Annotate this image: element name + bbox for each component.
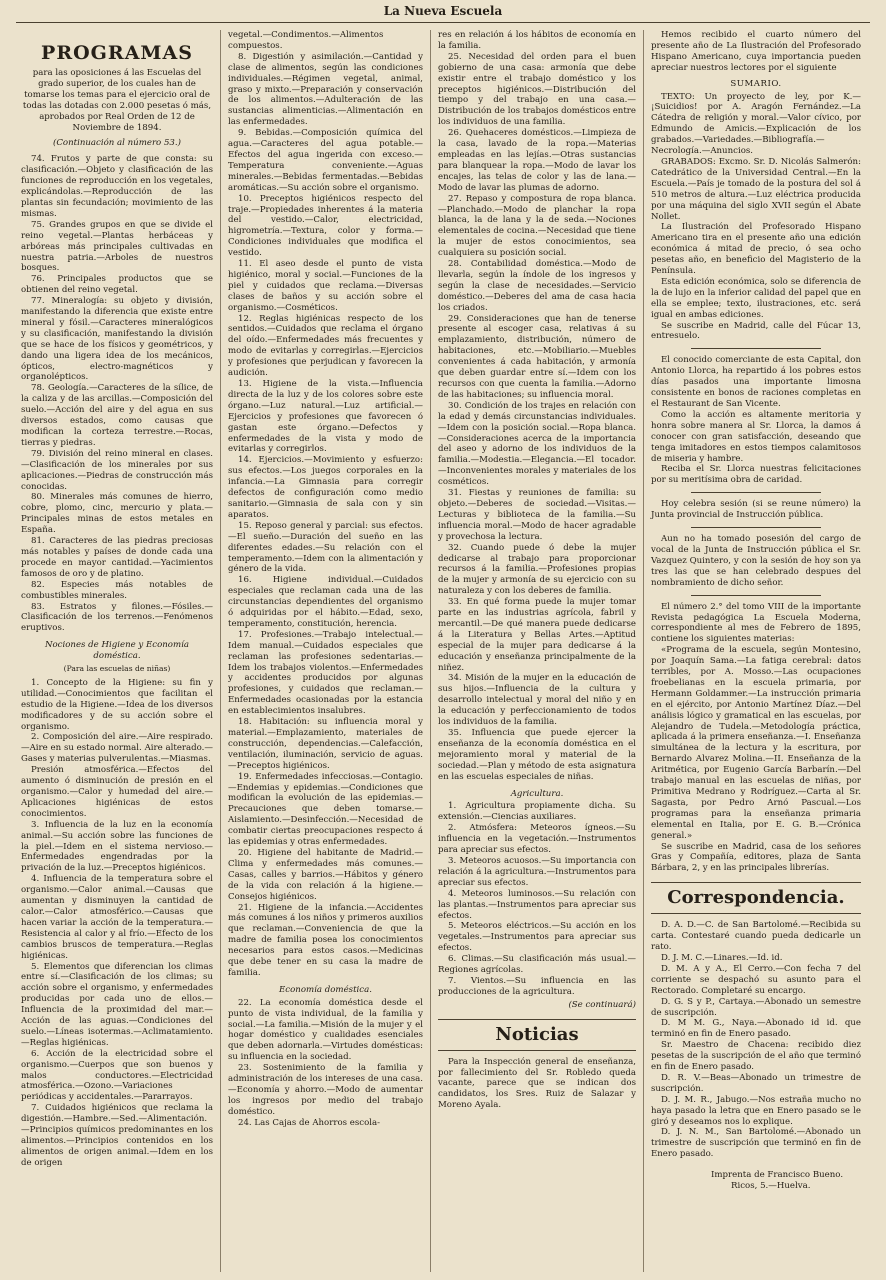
paragraph: 33. En qué forma puede la mujer tomar parte en las industrias agrícola, fabril y mercantil.—De qué manera puede dedicarse á la Literatura y Bellas Artes.—Aptitud especial de la mujer para dedicarse á la educación y enseñanza principalmente de la niñez. bbox=[438, 597, 636, 673]
paragraph: Aun no ha tomado posesión del cargo de vocal de la Junta de Instrucción pública el Sr. Vazquez Quintero, y con la sesión de hoy son ya tres las que se han celebrado despues del nombramiento de dicho señor. bbox=[651, 534, 861, 588]
paragraph: Presión atmosférica.—Efectos del aumento ó disminución de presión en el organismo.—Calor y humedad del aire.—Aplicaciones higiénicas de estos conocimientos. bbox=[21, 765, 213, 819]
paragraph: D. J. N. M., San Bartolomé.—Abonado un trimestre de suscripción que terminó en fin de Enero pasado. bbox=[651, 1127, 861, 1160]
divider bbox=[691, 348, 821, 349]
paragraph: Para la Inspección general de enseñanza, por fallecimiento del Sr. Robledo queda vacante, parece que se indican dos candidatos, los Sres. Ruiz de Salazar y Moreno Ayala. bbox=[438, 1056, 636, 1111]
paragraph: 11. El aseo desde el punto de vista higiénico, moral y social.—Funciones de la piel y cuidados que reclama.—Diversas clases de baños y su acción sobre el organismo.—Cosméticos. bbox=[228, 259, 423, 313]
paragraph: 20. Higiene del habitante de Madrid.—Clima y enfermedades más comunes.—Casas, calles y barrios.—Hábitos y género de la vida con relación á la higiene.—Consejos higiénicos. bbox=[228, 847, 423, 902]
paragraph: 3. Influencia de la luz en la economía animal.—Su acción sobre las funciones de la piel.—Idem en el sistema nervioso.—Enfermedades engendradas por la privación de la luz.—Preceptos higiénicos. bbox=[21, 819, 213, 874]
paragraph: El conocido comerciante de esta Capital, don Antonio Llorca, ha repartido á los pobres estos días pasados una importante limosna consistente en bonos de raciones completas en el Restaurant de San Vicente. bbox=[651, 355, 861, 409]
paragraph: 28. Contabilidad doméstica.—Modo de llevarla, según la índole de los ingresos y según la clase de necesidades.—Servicio doméstico.—Deberes del ama de casa hacia los criados. bbox=[438, 259, 636, 313]
paragraph: 1. Concepto de la Higiene: su fin y utilidad.—Conocimientos que facilitan el estudio de la Higiene.—Idea de los diversos modificadores y de su acción sobre el organismo. bbox=[21, 677, 213, 732]
paragraph: 13. Higiene de la vista.—Influencia directa de la luz y de los colores sobre este órgano.—Luz natural.—Luz artificial.—Ejercicios y profesiones que favorecen ó gastan este órgano.—Defectos y enfermedades de la vista y modo de evitarlas y corregirlos. bbox=[228, 379, 423, 455]
paragraph: 32. Cuando puede ó debe la mujer dedicarse al trabajo para proporcionar recursos á la familia.—Profesiones propias de la mujer y armonía de su ejercicio con su naturaleza y con los deberes de familia. bbox=[438, 542, 636, 597]
printer-name: Imprenta de Francisco Bueno. bbox=[711, 1170, 844, 1181]
paragraph: D. A. D.—C. de San Bartolomé.—Recibida su carta. Contestaré cuando pueda dedicarle un rato. bbox=[651, 920, 861, 953]
section-heading: Economía doméstica. bbox=[279, 984, 372, 995]
paragraph: 29. Consideraciones que han de tenerse presente al escoger casa, relativas á su emplazamiento, distribución, número de habitaciones, etc.—Mobiliario.—Muebles convenientes á cada habitación, y armonía que deben guardar entre sí.—Idem con los recursos con que cuenta la familia.—Adorno de las habitaciones; su influencia moral. bbox=[438, 313, 636, 400]
paragraph: 7. Vientos.—Su influencia en las producciones de la agricultura. bbox=[438, 975, 636, 997]
paragraph: Hemos recibido el cuarto número del presente año de La Ilustración del Profesorado Hispano Americano, cuya importancia pueden apreciar nuestros lectores por el siguiente bbox=[651, 30, 861, 73]
paragraph: D. M. A y A., El Cerro.—Con fecha 7 del corriente se despachó su asunto para el Rectorado. Completaré su encargo. bbox=[651, 963, 861, 996]
paragraph: 74. Frutos y parte de que consta: su clasificación.—Objeto y clasificación de las funciones de reproducción en los vegetales, explicándolas.—Reproducción de las plantas sin fecundación; movimiento de las mismas. bbox=[21, 154, 213, 219]
paragraph: 16. Higiene individual.—Cuidados especiales que reclaman cada una de las circunstancias dependientes del organismo ó adquiridas por el hábito.—Edad, sexo, temperamento, constitución, herencia. bbox=[228, 575, 423, 629]
divider bbox=[691, 492, 821, 493]
paragraph: 15. Reposo general y parcial: sus efectos.—El sueño.—Duración del sueño en las diferentes edades.—Su relación con el temperamento.—Idem con la alimentación y género de la vida. bbox=[228, 520, 423, 575]
paragraph: 25. Necesidad del orden para el buen gobierno de una casa: armonía que debe existir entre el trabajo doméstico y los preceptos higiénicos.—Distribución del tiempo y del trabajo en una casa.—Distribución de los trabajos domésticos entre los individuos de una familia. bbox=[438, 51, 636, 128]
paragraph: 19. Enfermedades infecciosas.—Contagio.—Endemias y epidemias.—Condiciones que modifican la evolución de las epidemias.—Precauciones que deben tomarse.—Aislamiento.—Desinfección.—Necesidad de combatir ciertas preocupaciones respecto á las epidemias y otras enfermedades. bbox=[228, 771, 423, 848]
column-1 bbox=[14, 30, 220, 1272]
paragraph: 78. Geología.—Caracteres de la sílice, de la caliza y de las arcillas.—Composición del suelo.—Acción del aire y del agua en sus diversos estados, como causas que modifican la corteza terrestre.—Rocas, tierras y piedras. bbox=[21, 383, 213, 448]
column-3 bbox=[430, 30, 643, 1272]
paragraph: D. G. S y P., Cartaya.—Abonado un semestre de suscripción. bbox=[651, 996, 861, 1018]
programas-intro: para las oposiciones á las Escuelas del grado superior, de los cuales han de tomarse los temas para el ejercicio oral de todas las dotadas con 2.000 pesetas ó más, aprobados por Real Orden de 12 de Noviembre de 1894. bbox=[22, 68, 212, 133]
paragraph: 5. Elementos que diferencian los climas entre sí.—Clasificación de los climas; su acción sobre el organismo, y enfermedades producidas por cada uno de ellos.—Influencia de la proximidad del mar.—Acción de las aguas.—Condiciones del suelo.—Líneas isotermas.—Aclimatamiento.—Reglas higiénicas. bbox=[21, 961, 213, 1048]
paragraph: 80. Minerales más comunes de hierro, cobre, plomo, cinc, mercurio y plata.—Principales minas de estos metales en España. bbox=[21, 492, 213, 536]
paragraph: «Programa de la escuela, según Montesino, por Joaquín Sama.—La fatiga cerebral: datos terribles, por A. Mosso.—Las ocupaciones froebelianas en la escuela primaria, por Hermann Goldammer.—La instrucción primaria en el ejército, por Antonio Martínez Díaz.—Del análisis lógico y gramatical en las escuelas, por Alejandro de Tudela.—Metodología práctica, aplicada á la primera enseñanza.—I. Enseñanza simultánea de la lectura y la escritura, por Bernardo Alvarez Molina.—II. Enseñanza de la Aritmética, por Eugenio García Barbarín.—Del trabajo manual en las escuelas de niñas, por Primitiva Medrano y Rodríguez.—Carta al Sr. Sagasta, por Pedro Arnó Pascual.—Los programas para la enseñanza primaria elemental en Italia, por E. G. B.—Crónica general.» bbox=[651, 645, 861, 841]
sumario-heading: SUMARIO. bbox=[730, 78, 782, 89]
paragraph: 7. Cuidados higiénicos que reclama la digestión.—Hambre.—Sed.—Alimentación.—Principios químicos predominantes en los alimentos.—Principios contenidos en los alimentos de origen animal.—Idem en los de origen bbox=[21, 1103, 213, 1168]
paragraph: 31. Fiestas y reuniones de familia: su objeto.—Deberes de sociedad.—Visitas.—Lecturas y biblioteca de la familia.—Su influencia moral.—Modo de hacer agradable y provechosa la lectura. bbox=[438, 488, 636, 542]
programas-title: PROGRAMAS bbox=[41, 42, 193, 64]
continuation-note: (Continuación al número 53.) bbox=[53, 138, 181, 149]
paragraph: 76. Principales productos que se obtienen del reino vegetal. bbox=[21, 274, 213, 296]
paragraph: La Ilustración del Profesorado Hispano Americano tira en el presente año una edición económica á mitad de precio, ó sea ocho pesetas año, en beneficio del Magisterio de la Península. bbox=[651, 222, 861, 277]
paragraph: D. M M. G., Naya.—Abonado id id. que terminó en fin de Enero pasado. bbox=[651, 1018, 861, 1040]
paragraph: D. R. V.—Beas—Abonado un trimestre de suscripción. bbox=[651, 1072, 861, 1094]
paragraph: GRABADOS: Excmo. Sr. D. Nicolás Salmerón: Catedrático de la Universidad Central.—En la Escuela.—País je tomado de la postura del sol á 510 metros de altura.—Luz eléctrica producida por una máquina del siglo XVII según el Abate Nollet. bbox=[651, 156, 861, 222]
paragraph: 23. Sostenimiento de la familia y administración de los intereses de una casa.—Economía y ahorro.—Modo de aumentar los ingresos por medio del trabajo doméstico. bbox=[228, 1063, 423, 1117]
paragraph: 26. Quehaceres domésticos.—Limpieza de la casa, lavado de la ropa.—Materias empleadas en las lejías.—Otras sustancias para blanquear la ropa.—Modo de lavar los encajes, las telas de color y las de lana.—Modo de lavar las plumas de adorno. bbox=[438, 128, 636, 193]
masthead: La Nueva Escuela bbox=[16, 0, 870, 23]
paragraph: 35. Influencia que puede ejercer la enseñanza de la economía doméstica en el mejoramiento moral y material de la sociedad.—Plan y método de esta asignatura en las escuelas especiales de niñas. bbox=[438, 728, 636, 782]
paragraph: 14. Ejercicios.—Movimiento y esfuerzo: sus efectos.—Los juegos corporales en la infancia.—La Gimnasia para corregir defectos de configuración como medio sanitario.—Gimnasia de sala con y sin aparatos. bbox=[228, 455, 423, 520]
paragraph: 82. Especies más notables de combustibles minerales. bbox=[21, 579, 213, 601]
paragraph: 24. Las Cajas de Ahorros escola- bbox=[238, 1117, 381, 1128]
paragraph: Sr. Maestro de Chacena: recibido diez pesetas de la suscripción de el año que terminó en fin de Enero pasado. bbox=[651, 1040, 861, 1073]
paragraph: El número 2.° del tomo VIII de la importante Revista pedagógica La Escuela Moderna, correspondiente al mes de Febrero de 1895, contiene los siguientes materias: bbox=[651, 601, 861, 645]
paragraph: 17. Profesiones.—Trabajo intelectual.—Idem manual.—Cuidados especiales que reclaman las profesiones sedentarias.—Idem los trabajos violentos.—Enfermedades y accidentes producidos por algunas profesiones, y cuidados que reclaman.—Enfermedades ocasionadas por la estancia en establecimientos insalubres. bbox=[228, 629, 423, 717]
paragraph: Esta edición económica, solo se diferencia de la de lujo en la inferior calidad del papel que en ella se emplee; texto, ilustraciones, etc. será igual en ambas ediciones. bbox=[651, 276, 861, 320]
paragraph: 12. Reglas higiénicas respecto de los sentidos.—Cuidados que reclama el órgano del oído.—Enfermedades más frecuentes y modo de evitarlas y corregirlas.—Ejercicios y profesiones que perjudican y favorecen la audición. bbox=[228, 313, 423, 379]
paragraph: Como la acción es altamente meritoria y honra sobre manera al Sr. Llorca, la damos á conocer con gran satisfacción, deseando que tenga imitadores en estos tiempos calamitosos de miseria y hambre. bbox=[651, 409, 861, 464]
paragraph: 2. Composición del aire.—Aire respirado.—Aire en su estado normal. Aire alterado.—Gases y materias pulverulentas.—Miasmas. bbox=[21, 732, 213, 765]
paragraph: 10. Preceptos higiénicos respecto del traje.—Propiedades inherentes á la materia del vestido.—Calor, electricidad, higrometría.—Textura, color y forma.—Condiciones individuales que modifica el vestido. bbox=[228, 193, 423, 259]
paragraph: 34. Misión de la mujer en la educación de sus hijos.—Influencia de la cultura y desarrollo intelectual y moral del niño y en la educación y perfeccionamiento de todos los individuos de la familia. bbox=[438, 673, 636, 728]
paragraph: 5. Meteoros eléctricos.—Su acción en los vegetales.—Instrumentos para apreciar sus efectos. bbox=[438, 921, 636, 954]
paragraph: 30. Condición de los trajes en relación con la edad y demás circunstancias individuales.—Idem con la posición social.—Ropa blanca.—Consideraciones acerca de la importancia del aseo y adorno de los individuos de la familia.—Modestia.—Elegancia.—El tocador.—Inconvenientes morales y materiales de los cosméticos. bbox=[438, 400, 636, 488]
paragraph: Se suscribe en Madrid, casa de los señores Gras y Compañía, editores, plaza de Santa Bárbara, 2, y en las principales librerías. bbox=[651, 841, 861, 874]
column-4 bbox=[643, 30, 868, 1272]
correspondencia-heading: Correspondencia. bbox=[651, 882, 861, 914]
paragraph: 3. Meteoros acuosos.—Su importancia con relación á la agricultura.—Instrumentos para apreciar sus efectos. bbox=[438, 855, 636, 888]
paragraph: 83. Estratos y filones.—Fósiles.—Clasificación de los terrenos.—Fenómenos eruptivos. bbox=[21, 601, 213, 634]
paragraph: TEXTO: Un proyecto de ley, por K.—¡Suicidios! por A. Aragón Fernández.—La Cátedra de religión y moral.—Valor cívico, por Edmundo de Amicis.—Explicación de los grabados.—Variedades.—Bibliografía.—Necrología.—Anuncios. bbox=[651, 91, 861, 157]
paragraph: D. J. M. R., Jabugo.—Nos estraña mucho no haya pasado la letra que en Enero pasado se le giró y deseamos nos lo explique. bbox=[651, 1094, 861, 1127]
paragraph: 27. Repaso y compostura de ropa blanca.—Planchado.—Modo de planchar la ropa blanca, la de lana y la de seda.—Nociones elementales de cocina.—Necesidad que tiene la mujer de estos conocimientos, sea cualquiera su posición social. bbox=[438, 193, 636, 259]
paragraph: 81. Caracteres de las piedras preciosas más notables y países de donde cada una procede en mayor cantidad.—Yacimientos famosos de oro y de platino. bbox=[21, 536, 213, 579]
column-2 bbox=[220, 30, 430, 1272]
printer-address: Ricos, 5.—Huelva. bbox=[731, 1181, 811, 1192]
paragraph: Hoy celebra sesión (si se reune número) la Junta provincial de Instrucción pública. bbox=[651, 499, 861, 521]
paragraph: 6. Acción de la electricidad sobre el organismo.—Cuerpos que son buenos y malos conductores.—Electricidad atmosférica.—Ozono.—Variaciones periódicas y accidentales.—Pararrayos. bbox=[21, 1048, 213, 1103]
paragraph: 4. Influencia de la temperatura sobre el organismo.—Calor animal.—Causas que aumentan y disminuyen la cantidad de calor.—Calor atmosférico.—Causas que hacen variar la acción de la temperatura.—Resistencia al calor y al frío.—Efecto de los cambios bruscos de temperatura.—Reglas higiénicas. bbox=[21, 874, 213, 961]
continuation-note: (Se continuará) bbox=[568, 999, 636, 1010]
section-heading: Agricultura. bbox=[510, 788, 564, 799]
paragraph: vegetal.—Condimentos.—Alimentos compuestos. bbox=[228, 30, 384, 51]
columns bbox=[14, 30, 876, 1272]
noticias-heading: Noticias bbox=[438, 1019, 636, 1051]
section-heading: Nociones de Higiene y Economía doméstica. bbox=[44, 640, 190, 662]
paragraph: 8. Digestión y asimilación.—Cantidad y clase de alimentos, según las condiciones individuales.—Régimen vegetal, animal, graso y mixto.—Preparación y conservación de los alimentos.—Adulteración de las sustancias alimenticias.—Alimentación en las enfermedades. bbox=[228, 51, 423, 128]
paragraph: 4. Meteoros luminosos.—Su relación con las plantas.—Instrumentos para apreciar sus efectos. bbox=[438, 888, 636, 921]
paragraph: Reciba el Sr. Llorca nuestras felicitaciones por su meritísima obra de caridad. bbox=[651, 464, 861, 486]
paragraph: 22. La economía doméstica desde el punto de vista individual, de la familia y social.—La familia.—Misión de la mujer y el hogar doméstico y cualidades esenciales que deben adornarla.—Virtudes domésticas: su influencia en la sociedad. bbox=[228, 997, 423, 1063]
paragraph: Se suscribe en Madrid, calle del Fúcar 13, entresuelo. bbox=[651, 320, 861, 342]
paragraph: 21. Higiene de la infancia.—Accidentes más comunes á los niños y primeros auxilios que reclaman.—Conveniencia de que la madre de familia posea los conocimientos necesarios para estos casos.—Medicinas que debe tener en su casa la madre de familia. bbox=[228, 902, 423, 978]
divider bbox=[691, 527, 821, 528]
paragraph: 6. Climas.—Su clasificación más usual.—Regiones agrícolas. bbox=[438, 954, 636, 976]
paragraph: res en relación á los hábitos de economía en la familia. bbox=[438, 30, 636, 51]
paragraph: 77. Mineralogía: su objeto y división, manifestando la diferencia que existe entre mineral y fósil.—Caracteres mineralógicos y su clasificación, manifestando la división que se hace de los físicos y geométricos, y dando una ligera idea de los mecánicos, ópticos, electro-magnéticos y organolépticos. bbox=[21, 296, 213, 383]
paragraph: 1. Agricultura propiamente dicha. Su extensión.—Ciencias auxiliares. bbox=[438, 801, 636, 823]
paragraph: 75. Grandes grupos en que se divide el reino vegetal.—Plantas herbáceas y arbóreas más principales cultivadas en nuestra patria.—Arboles de nuestros bosques. bbox=[21, 219, 213, 274]
paragraph: 9. Bebidas.—Composición química del agua.—Caracteres del agua potable.—Efectos del agua ingerida con exceso.—Temperatura conveniente.—Aguas minerales.—Bebidas fermentadas.—Bebidas aromáticas.—Su acción sobre el organismo. bbox=[228, 128, 423, 193]
paragraph: 18. Habitación: su influencia moral y material.—Emplazamiento, materiales de construcción, dependencias.—Calefacción, ventilación, iluminación, servicio de aguas.—Preceptos higiénicos. bbox=[228, 717, 423, 771]
paragraph: 79. División del reino mineral en clases.—Clasificación de los minerales por sus aplicaciones.—Piedras de construcción más conocidas. bbox=[21, 448, 213, 492]
section-subheading: (Para las escuelas de niñas) bbox=[63, 664, 171, 674]
paragraph: 2. Atmósfera: Meteoros ígneos.—Su influencia en la vegetación.—Instrumentos para apreciar sus efectos. bbox=[438, 823, 636, 856]
paragraph: D. J. M. C.—Linares.—Id. id. bbox=[661, 952, 783, 963]
divider bbox=[691, 595, 821, 596]
